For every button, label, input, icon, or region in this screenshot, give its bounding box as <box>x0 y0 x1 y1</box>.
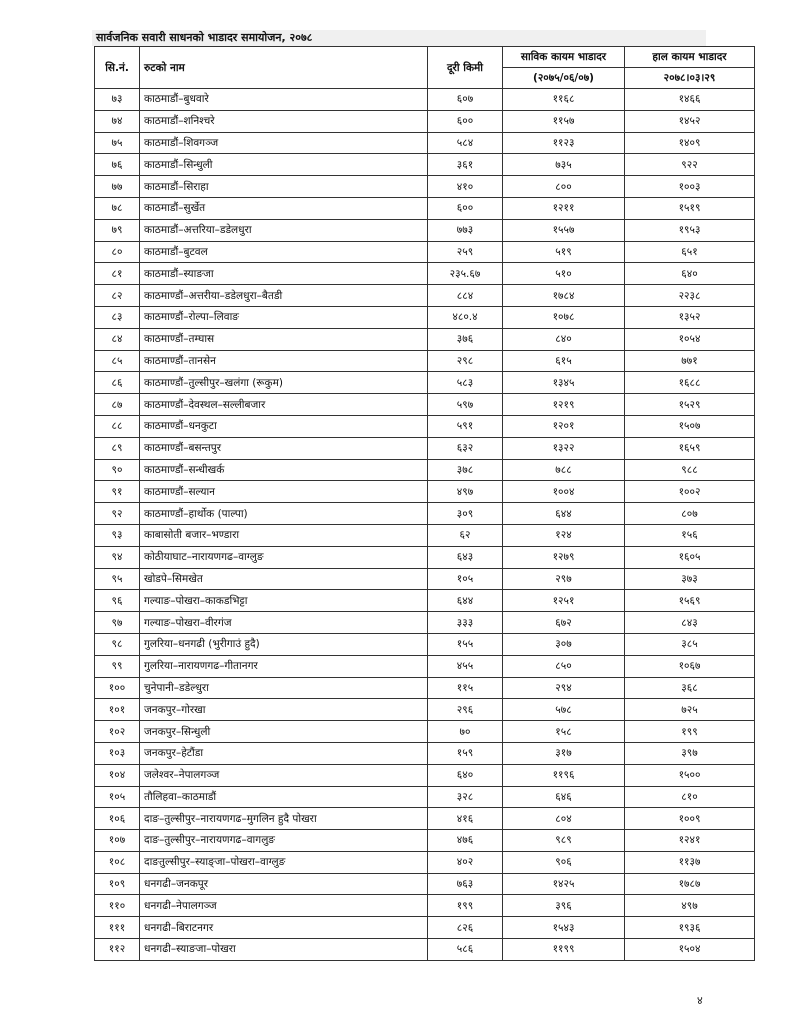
cell-old-fare: ६१५ <box>503 350 625 372</box>
table-row <box>95 677 755 699</box>
cell-sn: ११० <box>95 895 140 917</box>
fare-table <box>94 46 755 961</box>
table-row <box>95 764 755 786</box>
table-row <box>95 110 755 132</box>
cell-new-fare: ६५१ <box>625 241 755 263</box>
cell-route: गुलरिया–धनगढी (भुरीगाउं हुदै) <box>140 633 428 655</box>
cell-old-fare: ३९६ <box>503 895 625 917</box>
cell-sn: ९२ <box>95 503 140 525</box>
cell-old-fare: १५५७ <box>503 219 625 241</box>
table-row <box>95 372 755 394</box>
cell-distance: ६४४ <box>428 590 503 612</box>
cell-sn: ८० <box>95 241 140 263</box>
cell-new-fare: १००९ <box>625 808 755 830</box>
cell-distance: १५५ <box>428 633 503 655</box>
table-row <box>95 830 755 852</box>
table-row <box>95 742 755 764</box>
cell-route: जनकपुर–सिन्धुली <box>140 721 428 743</box>
cell-sn: १०७ <box>95 830 140 852</box>
table-row <box>95 939 755 961</box>
cell-route: काठमाडौं–स्याङजा <box>140 263 428 285</box>
table-row <box>95 219 755 241</box>
cell-sn: १०५ <box>95 786 140 808</box>
cell-new-fare: १३५२ <box>625 306 755 328</box>
table-row <box>95 873 755 895</box>
cell-distance: ५९१ <box>428 415 503 437</box>
table-row <box>95 590 755 612</box>
cell-new-fare: १५६९ <box>625 590 755 612</box>
table-row <box>95 89 755 111</box>
cell-old-fare: ११९९ <box>503 939 625 961</box>
cell-sn: १०८ <box>95 851 140 873</box>
cell-distance: ४०२ <box>428 851 503 873</box>
cell-route: काठमाण्डौं–बसन्तपुर <box>140 437 428 459</box>
table-row <box>95 197 755 219</box>
cell-sn: १०९ <box>95 873 140 895</box>
cell-distance: ३०९ <box>428 503 503 525</box>
cell-sn: ९७ <box>95 612 140 634</box>
cell-old-fare: १२७९ <box>503 546 625 568</box>
cell-route: काठमाडौं–शनिश्चरे <box>140 110 428 132</box>
cell-sn: ८८ <box>95 415 140 437</box>
header-old-fare: साविक कायम भाडादर <box>503 47 625 68</box>
cell-distance: ४५५ <box>428 655 503 677</box>
cell-distance: ११५ <box>428 677 503 699</box>
cell-new-fare: ८४३ <box>625 612 755 634</box>
table-row <box>95 154 755 176</box>
cell-distance: ५८६ <box>428 939 503 961</box>
cell-route: काठमाण्डौं–अत्तरीया–डडेलधुरा–बैतडी <box>140 285 428 307</box>
cell-new-fare: १४६६ <box>625 89 755 111</box>
cell-route: कोठीयाघाट–नारायणगढ–वाग्लुङ <box>140 546 428 568</box>
table-row <box>95 176 755 198</box>
cell-route: काठमाण्डौं–हार्थोक (पाल्पा) <box>140 503 428 525</box>
cell-sn: ९४ <box>95 546 140 568</box>
cell-route: काठमाण्डौं–तानसेन <box>140 350 428 372</box>
cell-sn: ७६ <box>95 154 140 176</box>
cell-route: धनगढी–बिराटनगर <box>140 917 428 939</box>
cell-route: काठमाण्डौं–देवस्थल–सल्लीबजार <box>140 394 428 416</box>
cell-new-fare: ६४० <box>625 263 755 285</box>
header-new-fare: हाल कायम भाडादर <box>625 47 755 68</box>
cell-distance: ८८४ <box>428 285 503 307</box>
cell-new-fare: ३६८ <box>625 677 755 699</box>
cell-old-fare: ८४० <box>503 328 625 350</box>
cell-old-fare: ११६८ <box>503 89 625 111</box>
cell-distance: ७० <box>428 721 503 743</box>
cell-route: गल्याङ–पोखरा–वीरगंज <box>140 612 428 634</box>
cell-route: काठमाण्डौं–तम्घास <box>140 328 428 350</box>
header-distance: दूरी किमी <box>428 47 503 89</box>
cell-new-fare: १५०७ <box>625 415 755 437</box>
cell-route: धनगढी–जनकपूर <box>140 873 428 895</box>
cell-route: काठमाडौं–सिराहा <box>140 176 428 198</box>
cell-old-fare: १२४ <box>503 524 625 546</box>
cell-route: धनगढी–नेपालगञ्ज <box>140 895 428 917</box>
cell-distance: ६४३ <box>428 546 503 568</box>
cell-new-fare: ९२२ <box>625 154 755 176</box>
cell-new-fare: १९३६ <box>625 917 755 939</box>
cell-sn: १०१ <box>95 699 140 721</box>
table-row <box>95 263 755 285</box>
table-row <box>95 808 755 830</box>
table-row <box>95 459 755 481</box>
header-route: रुटको नाम <box>140 47 428 89</box>
cell-sn: ७३ <box>95 89 140 111</box>
cell-old-fare: १२०१ <box>503 415 625 437</box>
cell-distance: ४७६ <box>428 830 503 852</box>
cell-sn: ८६ <box>95 372 140 394</box>
table-header-row <box>95 47 755 68</box>
cell-distance: ६०० <box>428 110 503 132</box>
table-row <box>95 786 755 808</box>
cell-sn: ८४ <box>95 328 140 350</box>
cell-old-fare: १२११ <box>503 197 625 219</box>
cell-sn: १०४ <box>95 764 140 786</box>
cell-route: काठमाण्डौं–तुल्सीपुर–खलंगा (रूकुम) <box>140 372 428 394</box>
header-sn: सि.नं. <box>95 47 140 89</box>
cell-distance: ४८०.४ <box>428 306 503 328</box>
table-row <box>95 546 755 568</box>
cell-route: काठमाडौं–सिन्धुली <box>140 154 428 176</box>
cell-sn: ८७ <box>95 394 140 416</box>
cell-old-fare: ११९६ <box>503 764 625 786</box>
cell-route: जलेश्वर–नेपालगञ्ज <box>140 764 428 786</box>
cell-route: दाङतुल्सीपुर–स्याङ्जा–पोखरा–वाग्लुङ <box>140 851 428 873</box>
cell-old-fare: १५४३ <box>503 917 625 939</box>
cell-old-fare: ११२३ <box>503 132 625 154</box>
table-row <box>95 851 755 873</box>
cell-distance: ४१० <box>428 176 503 198</box>
cell-old-fare: १७८४ <box>503 285 625 307</box>
cell-sn: ८९ <box>95 437 140 459</box>
cell-route: काठमाडौं–अत्तरिया–डडेलधुरा <box>140 219 428 241</box>
cell-new-fare: ४९७ <box>625 895 755 917</box>
cell-new-fare: ११३७ <box>625 851 755 873</box>
cell-old-fare: ६७२ <box>503 612 625 634</box>
table-row <box>95 895 755 917</box>
cell-old-fare: १०७८ <box>503 306 625 328</box>
table-row <box>95 306 755 328</box>
cell-new-fare: १४५२ <box>625 110 755 132</box>
cell-new-fare: १४०९ <box>625 132 755 154</box>
cell-route: काठमाण्डौं–सल्यान <box>140 481 428 503</box>
cell-new-fare: १२४१ <box>625 830 755 852</box>
cell-old-fare: ११५७ <box>503 110 625 132</box>
cell-old-fare: ६४६ <box>503 786 625 808</box>
cell-distance: ५९७ <box>428 394 503 416</box>
cell-route: चुनेपानी–डडेल्धुरा <box>140 677 428 699</box>
cell-old-fare: ३०७ <box>503 633 625 655</box>
cell-distance: ३६१ <box>428 154 503 176</box>
cell-new-fare: १५०० <box>625 764 755 786</box>
cell-new-fare: १५२९ <box>625 394 755 416</box>
cell-old-fare: ९०६ <box>503 851 625 873</box>
cell-distance: ६०० <box>428 197 503 219</box>
cell-sn: ७४ <box>95 110 140 132</box>
table-body <box>95 89 755 961</box>
cell-route: काठमाण्डौं–रोल्पा–लिवाङ <box>140 306 428 328</box>
cell-old-fare: ५७८ <box>503 699 625 721</box>
cell-sn: ९० <box>95 459 140 481</box>
cell-sn: १०० <box>95 677 140 699</box>
cell-distance: ३७८ <box>428 459 503 481</box>
cell-sn: ९१ <box>95 481 140 503</box>
cell-new-fare: १००३ <box>625 176 755 198</box>
table-row <box>95 524 755 546</box>
cell-route: काठमाडौं–बुधवारे <box>140 89 428 111</box>
cell-new-fare: १५१९ <box>625 197 755 219</box>
table-row <box>95 415 755 437</box>
cell-sn: ८१ <box>95 263 140 285</box>
table-row <box>95 612 755 634</box>
table-row <box>95 132 755 154</box>
table-row <box>95 241 755 263</box>
cell-new-fare: १५६ <box>625 524 755 546</box>
cell-old-fare: १४२५ <box>503 873 625 895</box>
header-old-fare-date: (२०७५/०६/०७) <box>503 68 625 89</box>
cell-distance: ३७६ <box>428 328 503 350</box>
cell-new-fare: ७७१ <box>625 350 755 372</box>
cell-distance: ४१६ <box>428 808 503 830</box>
cell-route: खोडपे–सिमखेत <box>140 568 428 590</box>
cell-old-fare: २९७ <box>503 568 625 590</box>
cell-new-fare: १९५३ <box>625 219 755 241</box>
cell-distance: २३५.६७ <box>428 263 503 285</box>
cell-route: काठमाण्डौं–धनकुटा <box>140 415 428 437</box>
cell-old-fare: १२१९ <box>503 394 625 416</box>
cell-route: दाङ–तुल्सीपुर–नारायणगढ–वागलुङ <box>140 830 428 852</box>
cell-distance: ४९७ <box>428 481 503 503</box>
cell-new-fare: १७८७ <box>625 873 755 895</box>
cell-old-fare: ३१७ <box>503 742 625 764</box>
table-row <box>95 699 755 721</box>
cell-new-fare: २२३८ <box>625 285 755 307</box>
cell-new-fare: १०५४ <box>625 328 755 350</box>
cell-distance: ८२६ <box>428 917 503 939</box>
cell-distance: ६४० <box>428 764 503 786</box>
cell-old-fare: १३४५ <box>503 372 625 394</box>
cell-sn: १११ <box>95 917 140 939</box>
cell-sn: ८२ <box>95 285 140 307</box>
cell-sn: ८५ <box>95 350 140 372</box>
cell-old-fare: ९८९ <box>503 830 625 852</box>
cell-old-fare: ५१० <box>503 263 625 285</box>
cell-distance: २९६ <box>428 699 503 721</box>
cell-distance: २९८ <box>428 350 503 372</box>
cell-new-fare: ८०७ <box>625 503 755 525</box>
cell-new-fare: ३८५ <box>625 633 755 655</box>
document-title: सार्वजनिक सवारी साधनको भाडादर समायोजन, २०७८ <box>92 30 706 46</box>
cell-old-fare: ८०० <box>503 176 625 198</box>
cell-route: धनगढी–स्याङजा–पोखरा <box>140 939 428 961</box>
cell-distance: ६३२ <box>428 437 503 459</box>
cell-route: जनकपुर–हेटौंडा <box>140 742 428 764</box>
cell-new-fare: ९८८ <box>625 459 755 481</box>
cell-new-fare: १६५९ <box>625 437 755 459</box>
cell-new-fare: १०६७ <box>625 655 755 677</box>
cell-sn: ९६ <box>95 590 140 612</box>
cell-sn: ९३ <box>95 524 140 546</box>
cell-sn: ८३ <box>95 306 140 328</box>
cell-new-fare: ७२५ <box>625 699 755 721</box>
cell-sn: ९८ <box>95 633 140 655</box>
header-new-fare-date: २०७८।०३।२९ <box>625 68 755 89</box>
cell-sn: ११२ <box>95 939 140 961</box>
cell-distance: १५९ <box>428 742 503 764</box>
cell-distance: ६०७ <box>428 89 503 111</box>
cell-route: गुलरिया–नारायणगढ–गीतानगर <box>140 655 428 677</box>
cell-route: काबासोती बजार–भण्डारा <box>140 524 428 546</box>
cell-new-fare: १६८८ <box>625 372 755 394</box>
cell-distance: १०५ <box>428 568 503 590</box>
cell-old-fare: ८०४ <box>503 808 625 830</box>
cell-distance: ६२ <box>428 524 503 546</box>
cell-old-fare: ८५० <box>503 655 625 677</box>
cell-new-fare: १९९ <box>625 721 755 743</box>
table-row <box>95 285 755 307</box>
cell-distance: २५९ <box>428 241 503 263</box>
cell-sn: १०३ <box>95 742 140 764</box>
cell-old-fare: ७३५ <box>503 154 625 176</box>
cell-new-fare: ३९७ <box>625 742 755 764</box>
cell-distance: १९९ <box>428 895 503 917</box>
cell-sn: १०२ <box>95 721 140 743</box>
cell-new-fare: १५०४ <box>625 939 755 961</box>
cell-distance: ५८३ <box>428 372 503 394</box>
table-row <box>95 568 755 590</box>
cell-distance: ३२८ <box>428 786 503 808</box>
cell-sn: ७७ <box>95 176 140 198</box>
table-row <box>95 328 755 350</box>
table-row <box>95 350 755 372</box>
cell-distance: ५८४ <box>428 132 503 154</box>
cell-old-fare: १२५१ <box>503 590 625 612</box>
cell-distance: ७७३ <box>428 219 503 241</box>
cell-route: गल्याङ–पोखरा–काकडभिट्टा <box>140 590 428 612</box>
cell-old-fare: ६४४ <box>503 503 625 525</box>
table-row <box>95 394 755 416</box>
cell-old-fare: ७८८ <box>503 459 625 481</box>
cell-old-fare: ५१९ <box>503 241 625 263</box>
cell-new-fare: ८१० <box>625 786 755 808</box>
cell-route: तौलिहवा–काठमाडौं <box>140 786 428 808</box>
cell-sn: ९९ <box>95 655 140 677</box>
table-row <box>95 917 755 939</box>
cell-route: काठमाण्डौं–सन्धीखर्क <box>140 459 428 481</box>
cell-new-fare: १००२ <box>625 481 755 503</box>
cell-sn: ७९ <box>95 219 140 241</box>
cell-route: काठमाडौं–शिवगञ्ज <box>140 132 428 154</box>
table-row <box>95 633 755 655</box>
cell-route: दाङ–तुल्सीपुर–नारायणगढ–मुगलिन हुदै पोखरा <box>140 808 428 830</box>
table-row <box>95 721 755 743</box>
cell-sn: ७८ <box>95 197 140 219</box>
cell-route: काठमाडौं–बुटवल <box>140 241 428 263</box>
cell-old-fare: १३२२ <box>503 437 625 459</box>
cell-sn: १०६ <box>95 808 140 830</box>
cell-sn: ७५ <box>95 132 140 154</box>
page-number: ४ <box>697 994 703 1007</box>
table-row <box>95 655 755 677</box>
cell-new-fare: ३७३ <box>625 568 755 590</box>
table-row <box>95 437 755 459</box>
cell-new-fare: १६०५ <box>625 546 755 568</box>
cell-distance: ७६३ <box>428 873 503 895</box>
cell-route: काठमाडौं–सुर्खेत <box>140 197 428 219</box>
cell-old-fare: १००४ <box>503 481 625 503</box>
cell-route: जनकपुर–गोरखा <box>140 699 428 721</box>
cell-old-fare: २९४ <box>503 677 625 699</box>
table-row <box>95 481 755 503</box>
cell-sn: ९५ <box>95 568 140 590</box>
cell-distance: ३३३ <box>428 612 503 634</box>
table-row <box>95 503 755 525</box>
cell-old-fare: १५८ <box>503 721 625 743</box>
